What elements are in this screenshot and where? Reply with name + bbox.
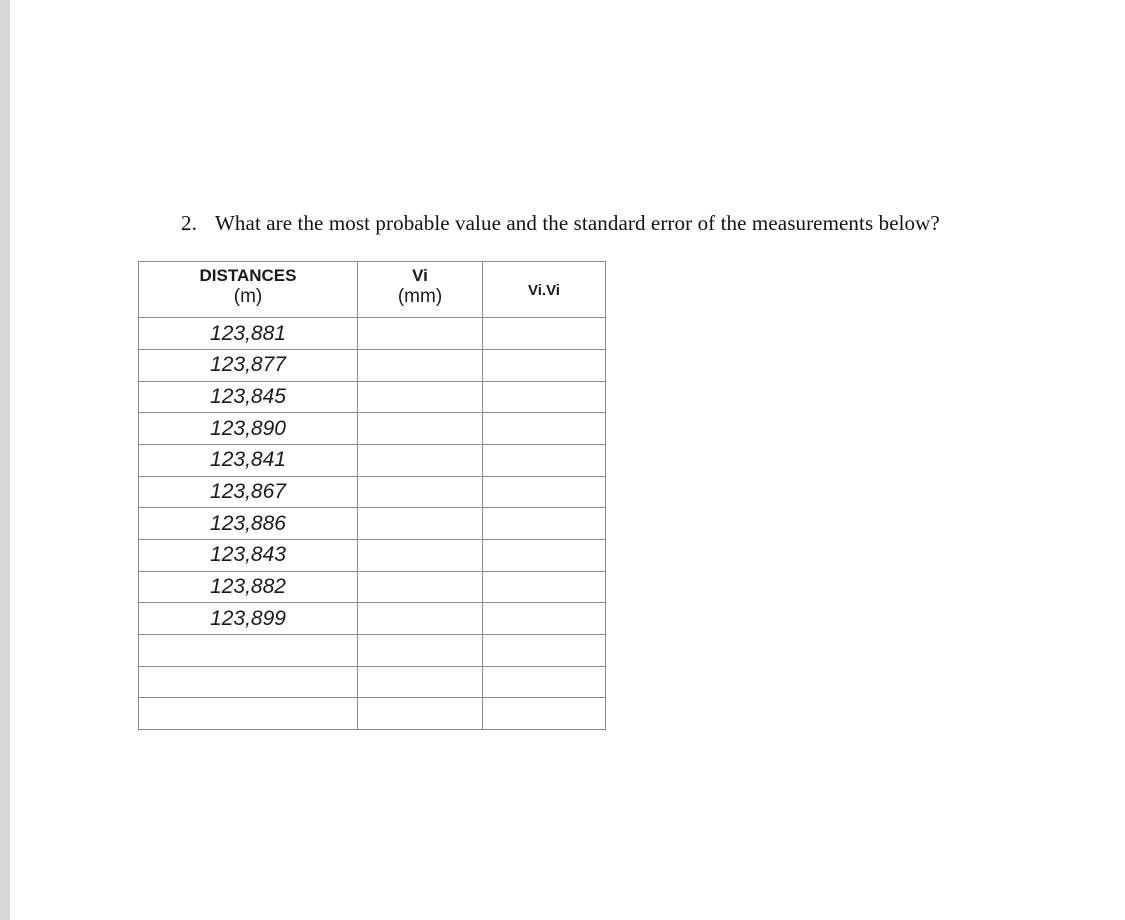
- vi-cell[interactable]: [358, 698, 483, 730]
- vivi-cell[interactable]: [483, 508, 606, 540]
- table-row: [139, 349, 606, 381]
- distance-cell: 123,845: [139, 381, 358, 413]
- vivi-cell[interactable]: [483, 539, 606, 571]
- header-vivi-title: Vi.Vi: [528, 282, 560, 299]
- table-row: [139, 508, 606, 540]
- header-vi: [358, 262, 483, 318]
- measurements-table: [138, 261, 606, 730]
- vi-cell[interactable]: [358, 444, 483, 476]
- vi-cell[interactable]: [358, 476, 483, 508]
- vivi-cell[interactable]: [483, 476, 606, 508]
- header-vi-unit: (mm): [397, 286, 443, 307]
- table-row: [139, 381, 606, 413]
- table-row: [139, 444, 606, 476]
- table-header-row: [139, 262, 606, 318]
- vivi-cell[interactable]: [483, 666, 606, 698]
- vivi-cell[interactable]: [483, 571, 606, 603]
- vi-cell[interactable]: [358, 571, 483, 603]
- header-vi-title: Vi: [412, 266, 428, 285]
- distance-cell: 123,882: [139, 571, 358, 603]
- question-text: [181, 211, 940, 236]
- vivi-cell[interactable]: [483, 634, 606, 666]
- vi-cell[interactable]: [358, 603, 483, 635]
- vivi-cell[interactable]: [483, 698, 606, 730]
- question-body: What are the most probable value and the standard error of the measurements below?: [215, 211, 940, 235]
- distance-cell: 123,877: [139, 349, 358, 381]
- page-left-margin: [0, 0, 10, 920]
- table-row: [139, 666, 606, 698]
- question-number: 2.: [181, 211, 197, 235]
- vivi-cell[interactable]: [483, 381, 606, 413]
- vi-cell[interactable]: [358, 413, 483, 445]
- vivi-cell[interactable]: [483, 603, 606, 635]
- vi-cell[interactable]: [358, 634, 483, 666]
- header-vivi: [483, 262, 606, 318]
- header-distances: [139, 262, 358, 318]
- table-row: [139, 476, 606, 508]
- distance-cell: [139, 666, 358, 698]
- table-row: [139, 318, 606, 350]
- distance-cell: [139, 698, 358, 730]
- vivi-cell[interactable]: [483, 413, 606, 445]
- vi-cell[interactable]: [358, 381, 483, 413]
- vi-cell[interactable]: [358, 666, 483, 698]
- vivi-cell[interactable]: [483, 444, 606, 476]
- distance-cell: 123,890: [139, 413, 358, 445]
- table-row: [139, 634, 606, 666]
- vivi-cell[interactable]: [483, 349, 606, 381]
- distance-cell: 123,899: [139, 603, 358, 635]
- distance-cell: 123,881: [139, 318, 358, 350]
- distance-cell: 123,867: [139, 476, 358, 508]
- table-row: [139, 698, 606, 730]
- table-row: [139, 539, 606, 571]
- distance-cell: 123,841: [139, 444, 358, 476]
- distance-cell: 123,886: [139, 508, 358, 540]
- vivi-cell[interactable]: [483, 318, 606, 350]
- header-distances-title: DISTANCES: [199, 266, 297, 285]
- table-row: [139, 571, 606, 603]
- distance-cell: [139, 634, 358, 666]
- vi-cell[interactable]: [358, 318, 483, 350]
- distance-cell: 123,843: [139, 539, 358, 571]
- table-row: [139, 413, 606, 445]
- vi-cell[interactable]: [358, 508, 483, 540]
- header-distances-unit: (m): [233, 286, 263, 307]
- vi-cell[interactable]: [358, 349, 483, 381]
- vi-cell[interactable]: [358, 539, 483, 571]
- table-row: [139, 603, 606, 635]
